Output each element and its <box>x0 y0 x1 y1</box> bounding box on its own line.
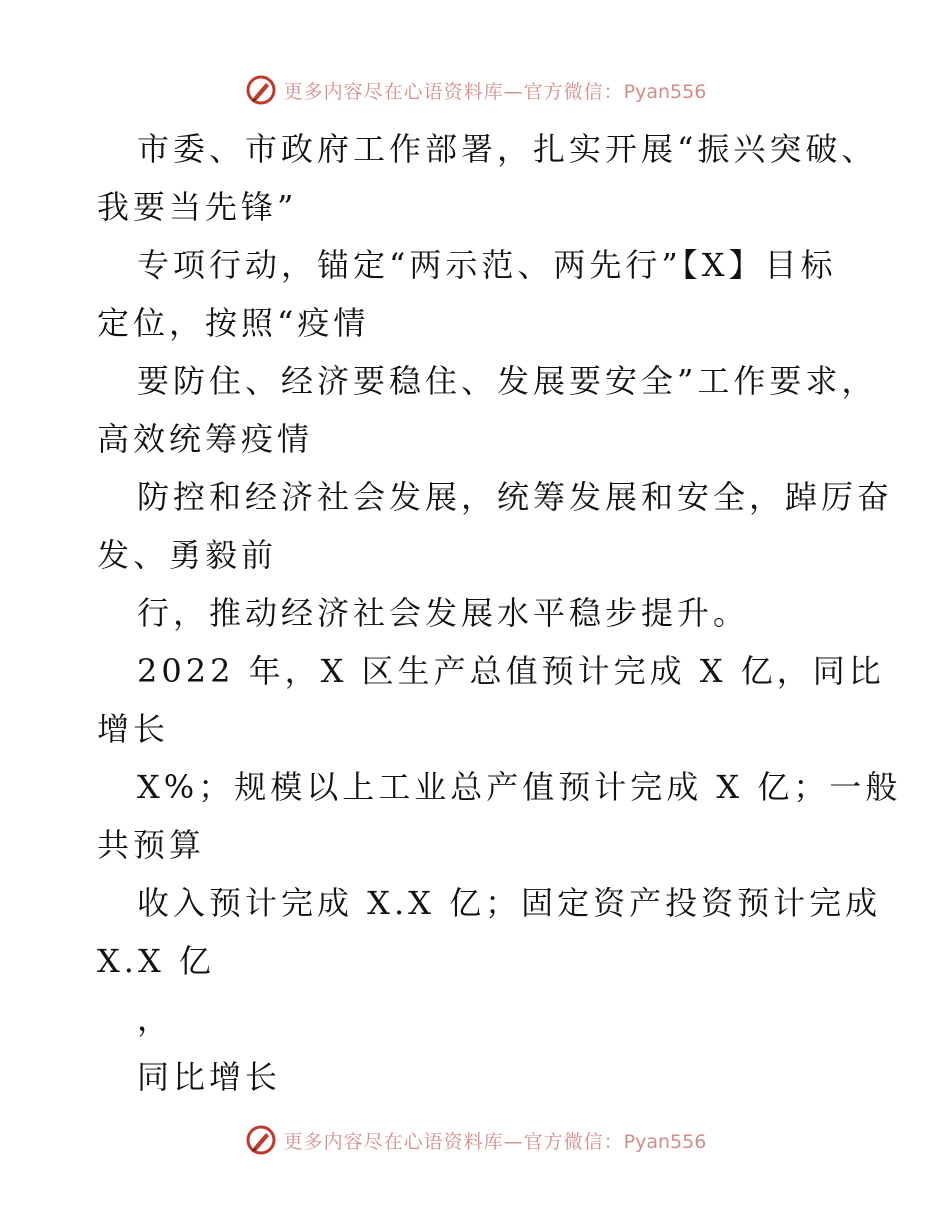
watermark-wechat-id: Pyan556 <box>623 1130 707 1153</box>
paragraph-line: 收入预计完成 X.X 亿；固定资产投资预计完成 <box>137 884 882 922</box>
paragraph-line: 发、勇毅前 <box>97 536 278 574</box>
paragraph-line: X.X 亿 <box>97 942 215 980</box>
watermark-wechat-id: Pyan556 <box>623 80 707 103</box>
paragraph-line: 防控和经济社会发展，统筹发展和安全，踔厉奋 <box>137 478 894 516</box>
paragraph-line: 共预算 <box>97 826 206 864</box>
pen-logo-icon <box>244 73 278 107</box>
watermark-text: 更多内容尽在心语资料库—官方微信：Pyan556 <box>283 80 707 103</box>
paragraph-line: 市委、市政府工作部署，扎实开展“振兴突破、 <box>137 130 878 168</box>
paragraph-line: 2022 年，X 区生产总值预计完成 X 亿，同比 <box>137 652 885 690</box>
document-body <box>97 120 902 1106</box>
paragraph-line: 定位，按照“疫情 <box>97 304 370 342</box>
header-watermark <box>0 70 950 110</box>
watermark-text: 更多内容尽在心语资料库—官方微信：Pyan556 <box>283 1130 707 1153</box>
paragraph-line: 行，推动经济社会发展水平稳步提升。 <box>137 594 750 632</box>
pen-logo-icon <box>244 1123 278 1157</box>
paragraph-line: X%；规模以上工业总产值预计完成 X 亿；一般 <box>137 768 902 806</box>
paragraph-line: 高效统筹疫情 <box>97 420 314 458</box>
paragraph-line: 我要当先锋” <box>97 188 298 226</box>
paragraph-line: 增长 <box>97 710 170 748</box>
paragraph-line: 同比增长 <box>137 1058 282 1096</box>
paragraph-line: 要防住、经济要稳住、发展要安全”工作要求， <box>137 362 878 400</box>
paragraph-line: ， <box>137 1000 174 1038</box>
paragraph-line: 专项行动，锚定“两示范、两先行”【X】目标 <box>137 246 837 284</box>
footer-watermark <box>0 1120 950 1160</box>
